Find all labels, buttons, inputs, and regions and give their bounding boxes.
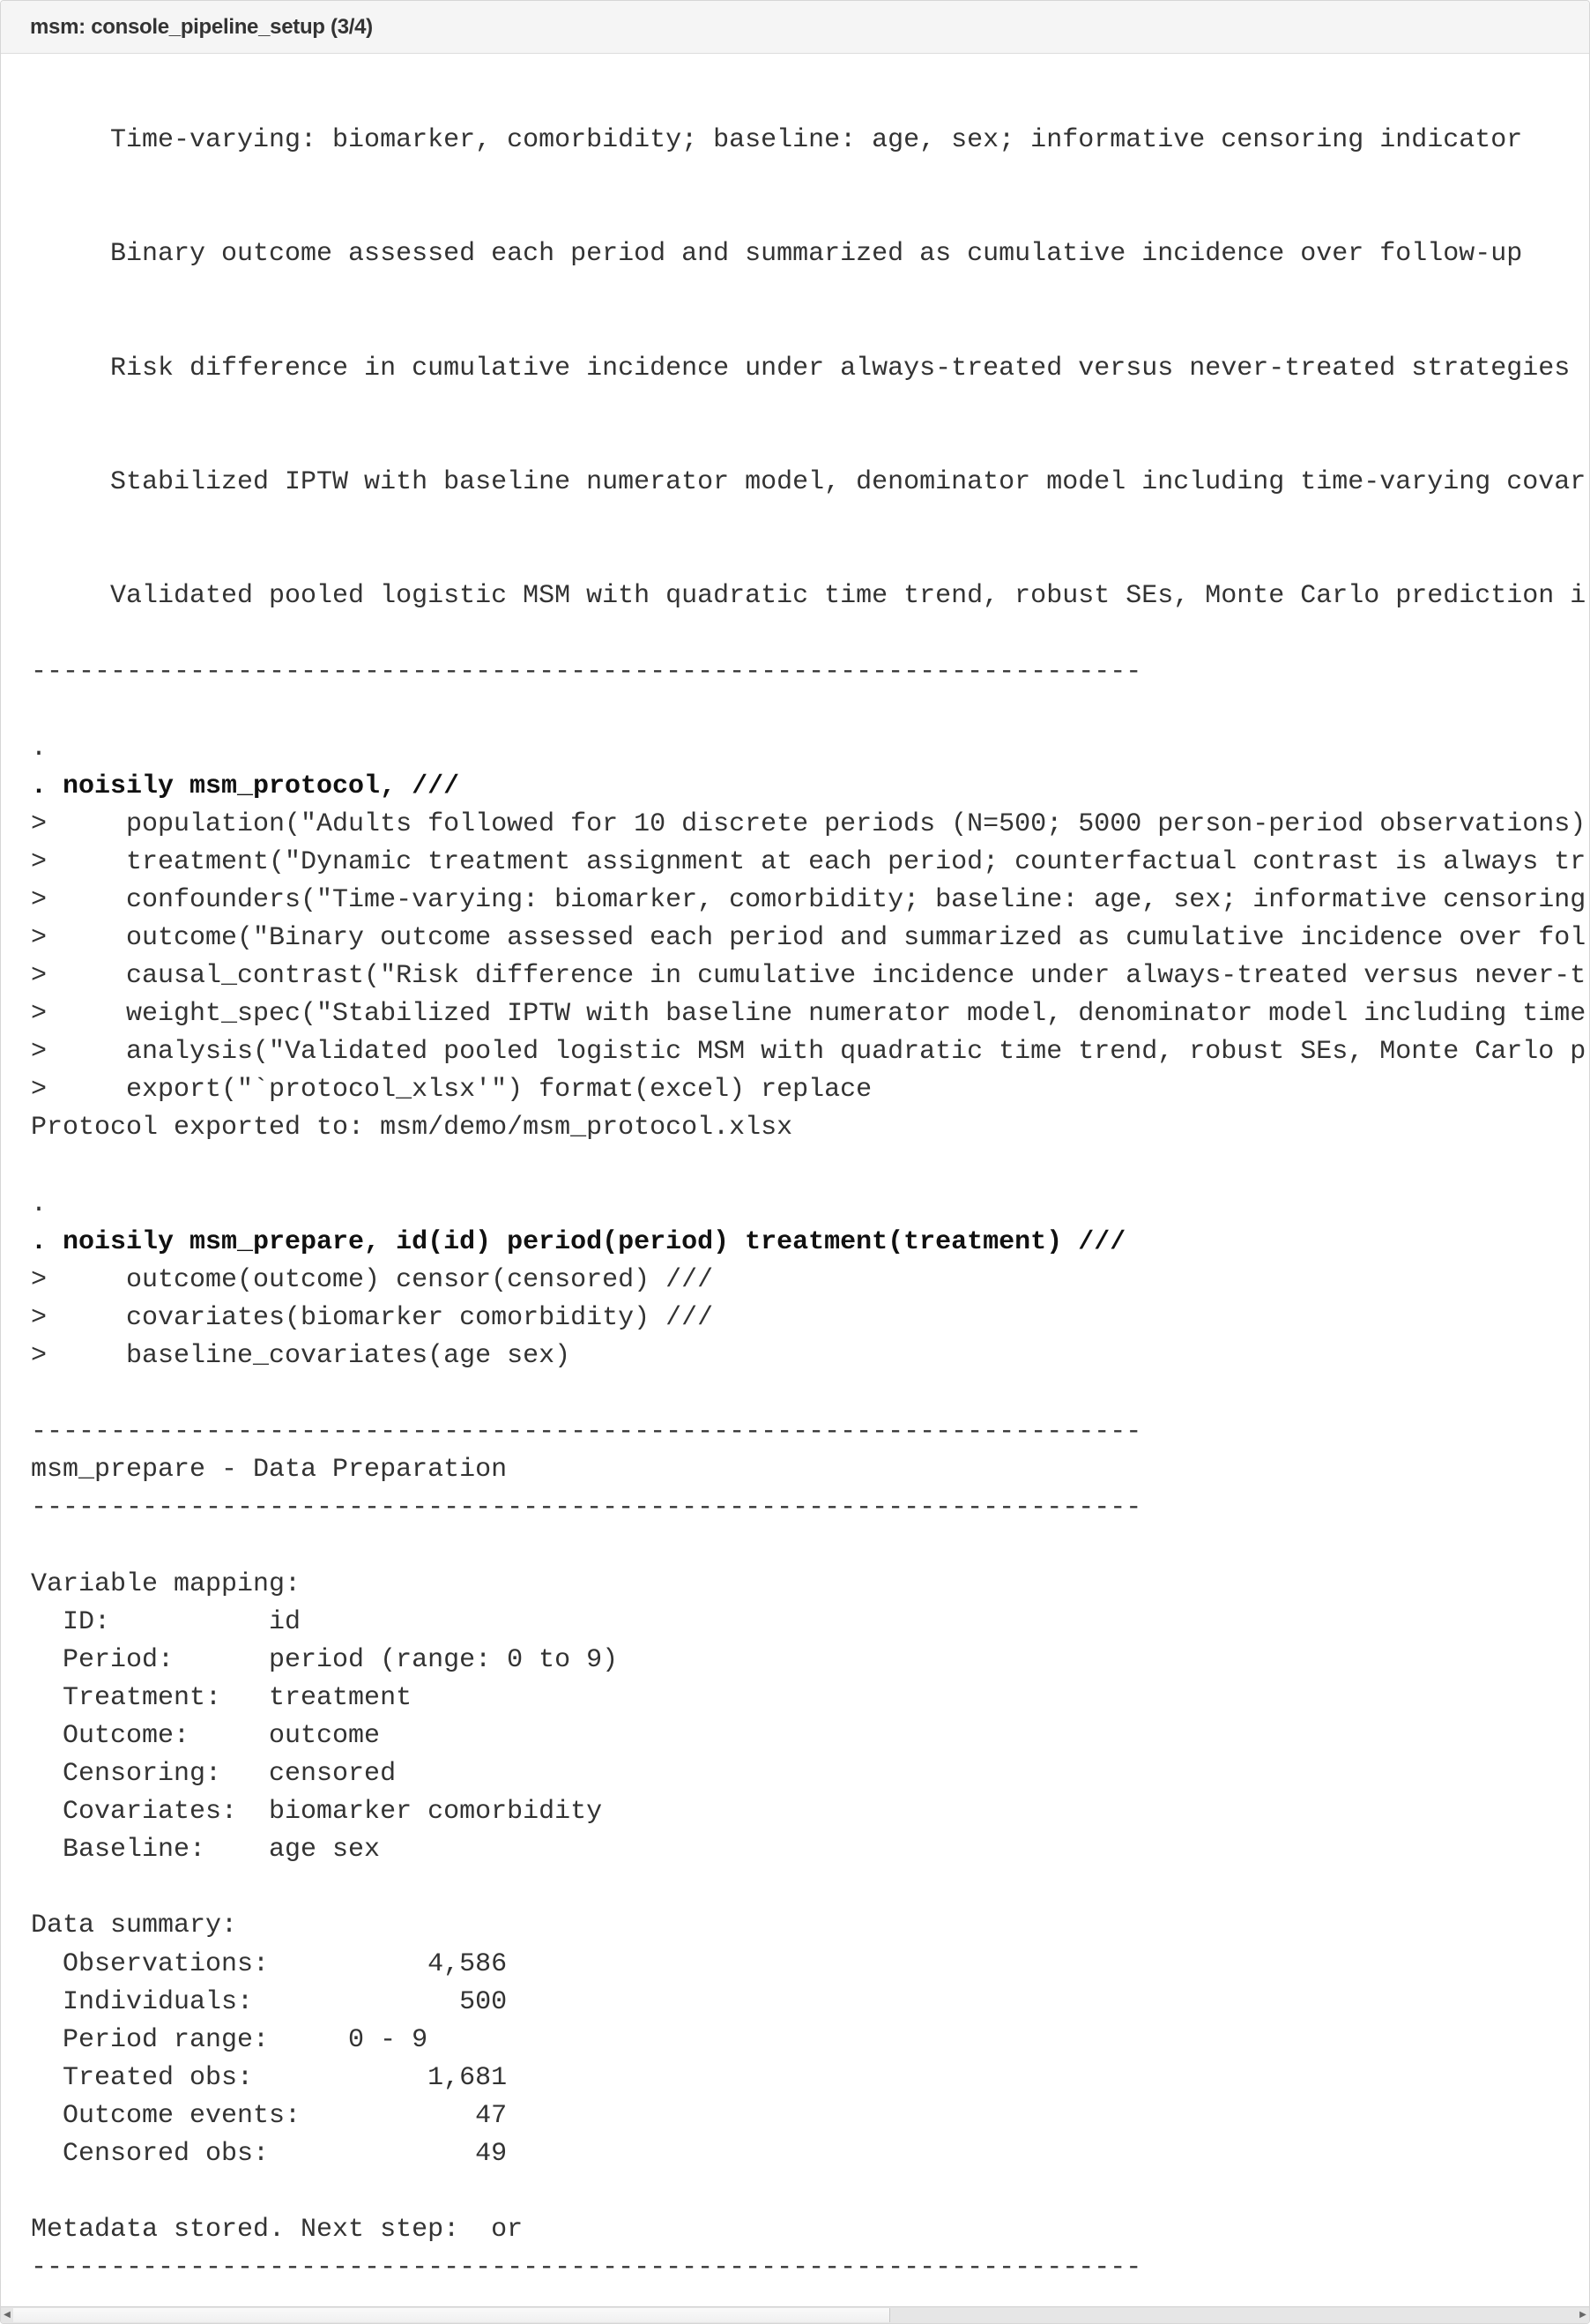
console-line: msm_prepare - Data Preparation [31,1455,508,1486]
console-command-line: . noisily msm_protocol, /// [31,771,460,801]
scrollbar-thumb[interactable] [13,2308,890,2322]
panel-header [1,1,1589,54]
console-line: > causal_contrast("Risk difference in cumulative incidence under always-treated versus never-t [31,961,1586,992]
console-line: Observations: 4,586 [31,1948,508,1979]
console-line: Individuals: 500 [31,1986,508,2017]
console-line: > export("`protocol_xlsx'") format(excel) replace [31,1075,873,1106]
console-line: . [31,1188,48,1219]
console-line [31,615,1589,653]
console-line: Censoring: censored [31,1759,397,1790]
console-line: Metadata stored. Next step: or [31,2215,524,2246]
console-line [31,1527,1589,1565]
console-line [31,540,1589,577]
console-line [31,691,1589,729]
console-line: Protocol exported to: msm/demo/msm_protocol.xlsx [31,1113,793,1143]
console-line [31,388,1589,426]
console-line: Outcome: outcome [31,1720,381,1751]
console-line: ID: id [31,1606,301,1637]
console-line [31,197,1589,235]
console-line [31,502,1589,540]
console-line: Data summary: [31,1911,238,1941]
console-line [31,1148,1589,1186]
console-line: > confounders("Time-varying: biomarker, comorbidity; baseline: age, sex; informative censoring [31,884,1586,915]
console-line: > weight_spec("Stabilized IPTW with baseline numerator model, denominator model including time [31,999,1586,1030]
console-line: Validated pooled logistic MSM with quadratic time trend, robust SEs, Monte Carlo prediction i [31,581,1586,612]
console-line [31,426,1589,464]
console-line: > analysis("Validated pooled logistic MSM with quadratic time trend, robust SEs, Monte Carlo p [31,1037,1586,1068]
console-line: Treatment: treatment [31,1682,412,1713]
console-line [31,1375,1589,1413]
console-line [31,273,1589,311]
console-line: ---------------------------------------------------------------------- [31,1493,1142,1523]
console-line: Period range: 0 - 9 [31,2024,428,2055]
console-line: > covariates(biomarker comorbidity) /// [31,1302,714,1333]
console-line: Censored obs: 49 [31,2138,508,2169]
console-line [31,1869,1589,1907]
console-line: Time-varying: biomarker, comorbidity; baseline: age, sex; informative censoring indicator [31,125,1523,155]
console-line: ---------------------------------------------------------------------- [31,657,1142,688]
console-line [31,160,1589,197]
horizontal-scrollbar[interactable] [1,2306,1589,2323]
console-line: Risk difference in cumulative incidence under always-treated versus never-treated strategies [31,353,1571,384]
console-line: ---------------------------------------------------------------------- [31,2253,1142,2283]
console-line: Variable mapping: [31,1568,301,1599]
console-line [31,2173,1589,2211]
console-line: Period: period (range: 0 to 9) [31,1644,619,1675]
console-line: > outcome(outcome) censor(censored) /// [31,1264,714,1295]
console-line: > treatment("Dynamic treatment assignment at each period; counterfactual contrast is always tr [31,846,1586,877]
console-line: ---------------------------------------------------------------------- [31,1417,1142,1448]
console-line: Stabilized IPTW with baseline numerator model, denominator model including time-varying covar [31,466,1586,497]
scroll-left-arrow-icon[interactable]: ◀ [4,2310,11,2320]
console-line: Baseline: age sex [31,1835,381,1866]
console-command-line: . noisily msm_prepare, id(id) period(period) treatment(treatment) /// [31,1226,1126,1257]
console-line: > outcome("Binary outcome assessed each period and summarized as cumulative incidence over fol [31,922,1586,953]
console-line: Covariates: biomarker comorbidity [31,1797,603,1828]
console-line: > baseline_covariates(age sex) [31,1341,571,1371]
console-line: . [31,733,48,763]
console-line: Binary outcome assessed each period and summarized as cumulative incidence over follow-up [31,239,1523,270]
panel-title: msm: console_pipeline_setup (3/4) [30,14,373,39]
console-line: Outcome events: 47 [31,2100,508,2131]
console-output[interactable] [1,55,1589,2307]
scroll-right-arrow-icon[interactable]: ▶ [1579,2310,1586,2320]
console-line: Treated obs: 1,681 [31,2062,508,2093]
console-line: > population("Adults followed for 10 discrete periods (N=500; 5000 person-period observations) [31,808,1586,839]
console-line [31,311,1589,349]
